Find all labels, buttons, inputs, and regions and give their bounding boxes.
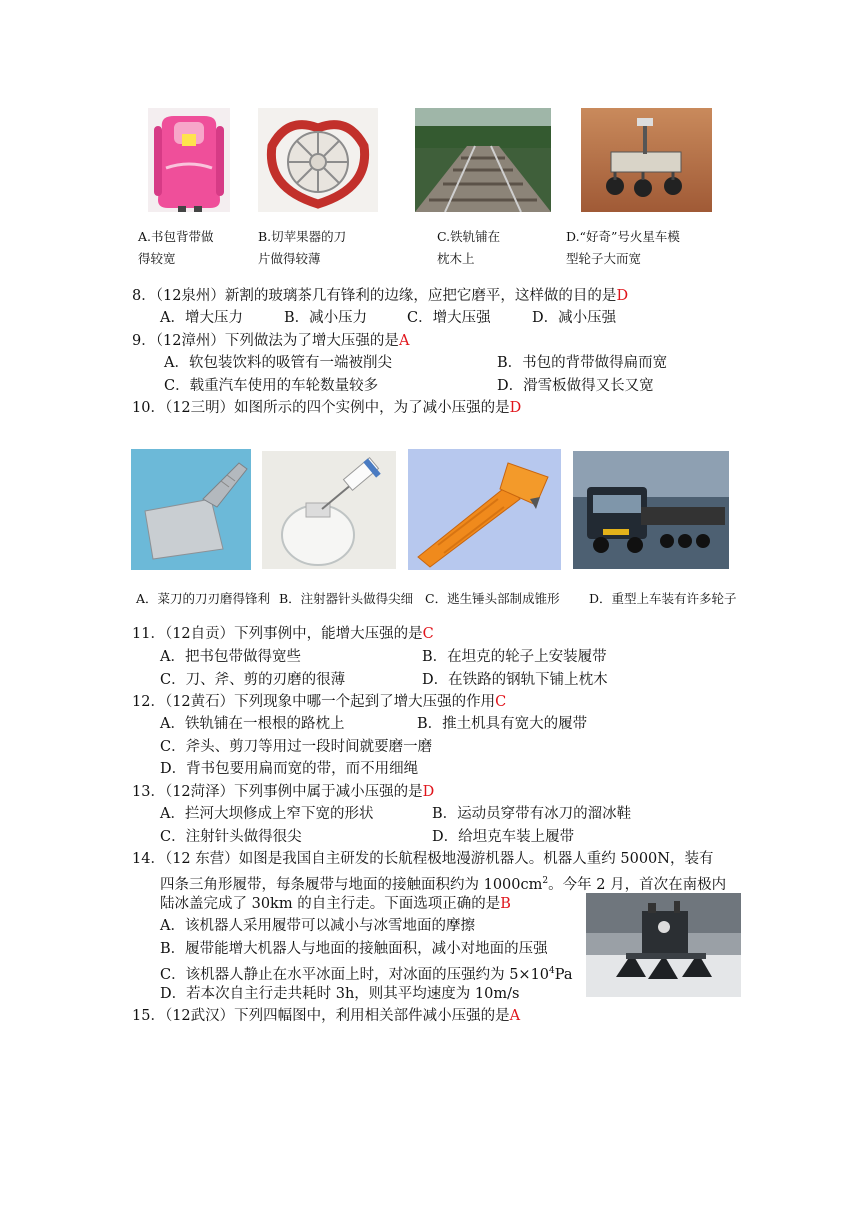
q13-option-d: D．给坦克车装上履带 — [432, 829, 575, 845]
q12-option-d: D．背书包要用扁而宽的带，而不用细绳 — [160, 761, 419, 777]
question-11: 11．（12自贡）下列事例中，能增大压强的是C — [132, 626, 434, 642]
answer-10: D — [509, 400, 522, 416]
question-15: 15．（12武汉）下列四幅图中，利用相关部件减小压强的是A — [132, 1008, 521, 1024]
question-8: 8．（12泉州）新割的玻璃茶几有锋利的边缘，应把它磨平，这样做的目的是D — [132, 288, 629, 304]
answer-8: D — [616, 288, 629, 304]
q10-caption-a: A．菜刀的刀刃磨得锋利 — [136, 591, 271, 606]
q8-option-a: A．增大压力 — [160, 310, 243, 326]
q11-option-c: C．刀、斧、剪的刃磨的很薄 — [160, 672, 346, 688]
q14-option-b: B．履带能增大机器人与地面的接触面积，减小对地面的压强 — [160, 941, 548, 957]
q12-option-b: B．推土机具有宽大的履带 — [417, 716, 588, 732]
question-13: 13．（12菏泽）下列事例中属于减小压强的是D — [132, 784, 435, 800]
question-14-line1: 14．（12 东营）如图是我国自主研发的长航程极地漫游机器人。机器人重约 5000N，装有 — [132, 851, 714, 867]
q9-option-c: C．载重汽车使用的车轮数量较多 — [164, 378, 379, 394]
question-14-line2: 四条三角形履带，每条履带与地面的接触面积约为 $1000cm^2$。今年 2 月，首次在南极内 — [160, 876, 727, 893]
answer-15: A — [509, 1008, 521, 1024]
answer-9: A — [398, 333, 410, 349]
q14-option-c: C．该机器人静止在水平冰面上时，对冰面的压强约为 $5\times 10^4Pa$ — [160, 966, 573, 983]
q9-option-d: D．滑雪板做得又长又宽 — [497, 378, 654, 394]
q9-option-a: A．软包装饮料的吸管有一端被削尖 — [164, 355, 392, 371]
q8-option-d: D．减小压强 — [532, 310, 617, 326]
caption-b: B.切苹果器的刀 片做得较薄 — [258, 229, 347, 266]
question-14-line3: 陆冰盖完成了 30km 的自主行走。下面选项正确的是B — [160, 896, 511, 912]
caption-d: D.“好奇”号火星车模 型轮子大而宽 — [566, 229, 680, 266]
q11-option-a: A．把书包带做得宽些 — [160, 649, 301, 665]
q14-option-a: A．该机器人采用履带可以减小与冰雪地面的摩擦 — [160, 918, 475, 934]
answer-11: C — [422, 626, 434, 642]
image-escape-hammer — [408, 449, 561, 570]
image-polar-robot — [586, 893, 741, 997]
q11-option-b: B．在坦克的轮子上安装履带 — [422, 649, 607, 665]
q12-option-a: A．铁轨铺在一根根的路枕上 — [160, 716, 345, 732]
image-heavy-truck — [573, 451, 729, 569]
q14-option-d: D．若本次自主行走共耗时 3h，则其平均速度为 10m/s — [160, 986, 520, 1002]
caption-a: A.书包背带做 得较宽 — [138, 229, 214, 266]
caption-c: C.铁轨铺在 枕木上 — [437, 229, 501, 266]
q10-caption-c: C．逃生锤头部制成锥形 — [425, 591, 560, 606]
q12-option-c: C．斧头、剪刀等用过一段时间就要磨一磨 — [160, 739, 433, 755]
question-12: 12．（12黄石）下列现象中哪一个起到了增大压强的作用C — [132, 694, 507, 710]
answer-12: C — [495, 694, 507, 710]
answer-13: D — [422, 784, 435, 800]
q13-option-b: B．运动员穿带有冰刀的溜冰鞋 — [432, 806, 632, 822]
image-pink-backpack — [148, 108, 230, 212]
question-9: 9．（12漳州）下列做法为了增大压强的是A — [132, 333, 410, 349]
image-syringe — [262, 451, 396, 569]
q10-caption-b: B．注射器针头做得尖细 — [279, 591, 414, 606]
q10-caption-d: D．重型上车装有许多轮子 — [589, 591, 737, 606]
q11-option-d: D．在铁路的钢轨下铺上枕木 — [422, 672, 608, 688]
q9-option-b: B．书包的背带做得扁而宽 — [497, 355, 668, 371]
q8-option-c: C．增大压强 — [407, 310, 491, 326]
q8-option-b: B．减小压力 — [284, 310, 368, 326]
question-10: 10．（12三明）如图所示的四个实例中，为了减小压强的是D — [132, 400, 522, 416]
image-apple-slicer — [258, 108, 378, 212]
q13-option-c: C．注射针头做得很尖 — [160, 829, 302, 845]
q13-option-a: A．拦河大坝修成上窄下宽的形状 — [160, 806, 374, 822]
image-kitchen-knife — [131, 449, 251, 570]
image-mars-rover — [581, 108, 712, 212]
answer-14: B — [500, 896, 511, 912]
image-railway-track — [415, 108, 551, 212]
